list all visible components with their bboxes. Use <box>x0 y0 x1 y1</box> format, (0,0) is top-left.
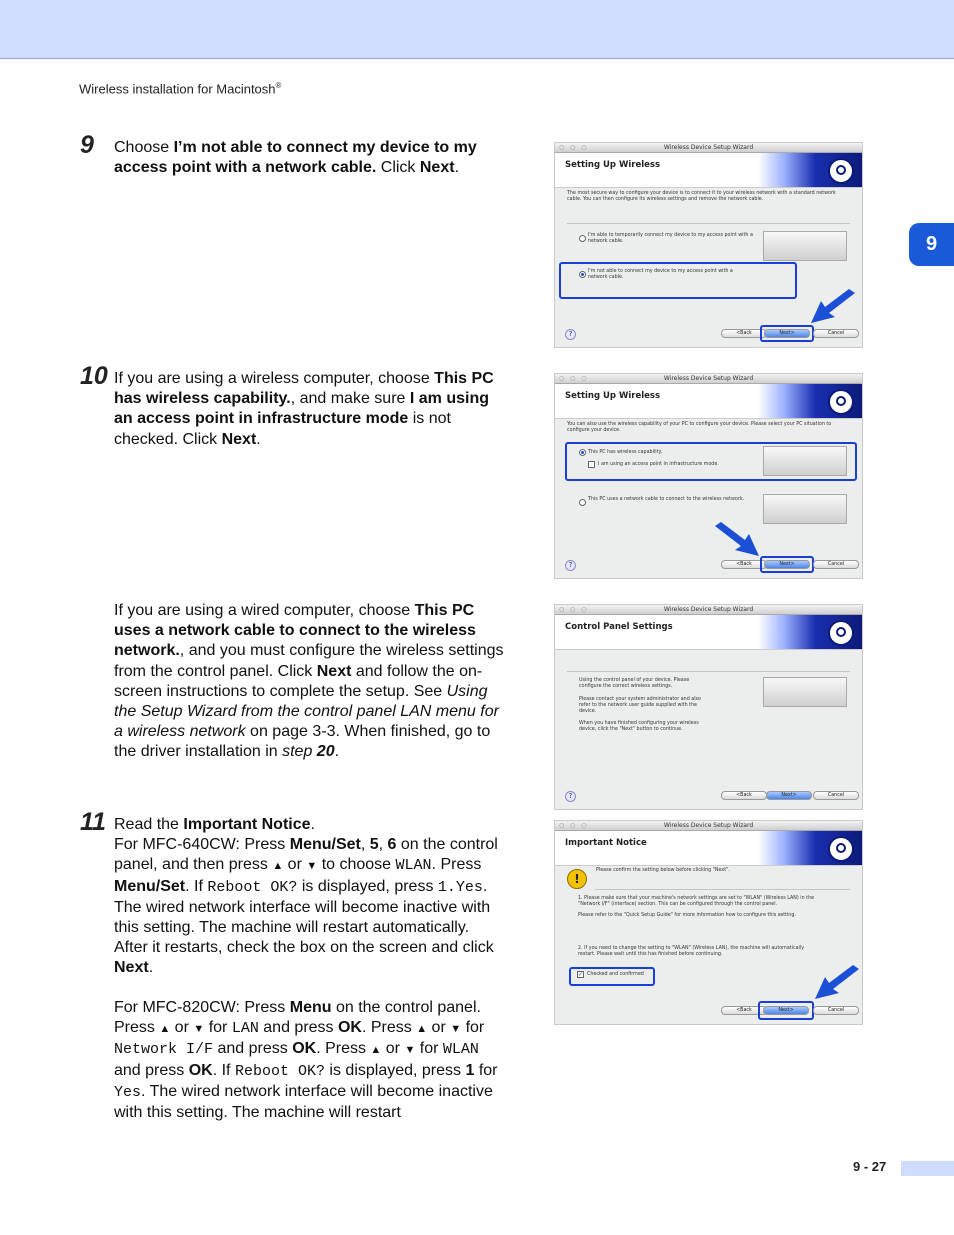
step-number-11: 11 <box>80 808 106 836</box>
option-able-radio[interactable] <box>579 235 586 242</box>
running-header: Wireless installation for Macintosh® <box>79 81 282 97</box>
window-titlebar: ○ ○ ○ Wireless Device Setup Wizard <box>555 143 862 153</box>
confirm-text: Please confirm the setting below before clicking "Next". <box>596 868 730 873</box>
help-icon[interactable]: ? <box>565 329 576 340</box>
notice-1b-text: Please refer to the "Quick Setup Guide" for more information how to configure this setting. <box>578 913 796 918</box>
checked-confirmed-label: Checked and confirmed <box>587 972 644 977</box>
option-wireless-pc-radio[interactable] <box>579 449 586 456</box>
pointer-arrow-icon <box>815 965 859 1001</box>
cancel-button[interactable]: Cancel <box>813 791 859 800</box>
infrastructure-checkbox[interactable] <box>588 461 595 468</box>
wireless-logo-icon <box>758 831 862 865</box>
step-10-wired-text: If you are using a wired computer, choose This PC uses a network cable to connect to the wireless network., and you must configure the wireless settings from the control panel. Click Next and follow the on-screen instructions to complete the setup. See Using the Setup Wizard from the control panel LAN menu for a wireless network on page 3-3. When finished, go to the driver installation in step 20. <box>114 602 504 761</box>
back-button[interactable]: <Back <box>721 1006 767 1015</box>
back-button[interactable]: <Back <box>721 329 767 338</box>
step-11-mfc820-text: For MFC-820CW: Press Menu on the control panel. Press ▲ or ▼ for LAN and press OK. Press ▲ or ▼ for Network I/F and press OK. Press ▲ or ▼ for WLAN and press OK. If Reboot OK? is displayed, press 1 for Yes. The wired network interface will become inactive with this setting. The machine will restart <box>114 999 498 1122</box>
wizard-header: Setting Up Wireless <box>555 384 862 419</box>
infrastructure-label: I am using an access point in infrastructure mode. <box>598 462 719 467</box>
step-number-9: 9 <box>80 131 94 159</box>
back-button[interactable]: <Back <box>721 791 767 800</box>
step-10-text: If you are using a wireless computer, choose This PC has wireless capability., and make sure I am using an access point in infrastructure mode is not checked. Click Next. <box>114 370 494 448</box>
cancel-button[interactable]: Cancel <box>813 560 859 569</box>
notice-2-text: 2. If you need to change the setting to "WLAN" (Wireless LAN), the machine will automatically restart. Please wait until this has finished before continuing. <box>578 946 805 957</box>
warning-icon: ! <box>567 869 587 889</box>
wired-pc-illustration <box>763 494 847 524</box>
footer-bar <box>901 1161 954 1176</box>
next-button[interactable]: Next> <box>766 791 812 800</box>
window-titlebar: ○ ○ ○ Wireless Device Setup Wizard <box>555 605 862 615</box>
next-button[interactable]: Next> <box>764 560 810 569</box>
notice-1-text: 1. Please make sure that your machine's network settings are set to "WLAN" (Wireless LAN) in the "Network I/F" (interface) section. This can be configured through the control panel. <box>578 896 815 907</box>
window-titlebar: ○ ○ ○ Wireless Device Setup Wizard <box>555 374 862 384</box>
cancel-button[interactable]: Cancel <box>813 329 859 338</box>
divider <box>567 223 850 224</box>
intro-text: You can also use the wireless capability of your PC to configure your device. Please select your PC situation to configure your device. <box>567 422 832 433</box>
wizard-screenshot-control-panel-settings <box>554 604 863 810</box>
control-panel-illustration <box>763 677 847 707</box>
wizard-screenshot-important-notice <box>554 820 863 1025</box>
wizard-header: Important Notice <box>555 831 862 866</box>
control-panel-text-2: Please contact your system administrator and also refer to the network user guide supplied with the device. <box>579 697 701 714</box>
top-band <box>0 0 954 59</box>
pointer-arrow-icon <box>811 289 855 325</box>
next-button[interactable]: Next> <box>764 329 810 338</box>
wireless-logo-icon <box>758 153 862 187</box>
wizard-header: Control Panel Settings <box>555 615 862 650</box>
help-icon[interactable]: ? <box>565 560 576 571</box>
wireless-logo-icon <box>758 384 862 418</box>
control-panel-text-1: Using the control panel of your device. Please configure the correct wireless settings. <box>579 678 690 689</box>
cable-illustration <box>763 231 847 261</box>
next-button[interactable]: Next> <box>763 1006 809 1015</box>
cancel-button[interactable]: Cancel <box>813 1006 859 1015</box>
option-wireless-pc-label: This PC has wireless capability. <box>588 450 663 455</box>
window-titlebar: ○ ○ ○ Wireless Device Setup Wizard <box>555 821 862 831</box>
option-not-able-label: I'm not able to connect my device to my access point with a network cable. <box>588 269 733 280</box>
page-number: 9 - 27 <box>853 1159 887 1174</box>
checked-confirmed-checkbox[interactable]: ✓ <box>578 971 584 978</box>
divider <box>567 671 850 672</box>
laptop-wireless-illustration <box>763 446 847 476</box>
pointer-arrow-icon <box>715 522 759 558</box>
back-button[interactable]: <Back <box>721 560 767 569</box>
divider <box>595 889 850 890</box>
step-number-10: 10 <box>80 362 108 390</box>
chapter-tab: 9 <box>909 223 954 266</box>
control-panel-text-3: When you have finished configuring your wireless device, click the "Next" button to continue. <box>579 721 699 732</box>
help-icon[interactable]: ? <box>565 791 576 802</box>
wireless-logo-icon <box>758 615 862 649</box>
option-able-label: I'm able to temporarily connect my device to my access point with a network cable. <box>588 233 753 244</box>
option-not-able-radio[interactable] <box>579 271 586 278</box>
step-11-text: Read the Important Notice. For MFC-640CW: Press Menu/Set, 5, 6 on the control panel, and then press ▲ or ▼ to choose WLAN. Press Menu/Set. If Reboot OK? is displayed, press 1.Yes. The wired network interface will become inactive with this setting. The machine will restart automatically. After it restarts, check the box on the screen and click Next. <box>114 816 498 977</box>
option-wired-pc-radio[interactable] <box>579 499 586 506</box>
intro-text: The most secure way to configure your device is to connect it to your wireless network with a standard network cable. You can then configure its wireless settings and remove the network cable. <box>567 191 836 202</box>
option-wired-pc-label: This PC uses a network cable to connect to the wireless network. <box>588 497 745 502</box>
step-9-text: Choose I’m not able to connect my device to my access point with a network cable. Click Next. <box>114 139 477 177</box>
wizard-screenshot-setting-up-wireless-1 <box>554 142 863 348</box>
wizard-header: Setting Up Wireless <box>555 153 862 188</box>
wizard-screenshot-setting-up-wireless-2 <box>554 373 863 579</box>
